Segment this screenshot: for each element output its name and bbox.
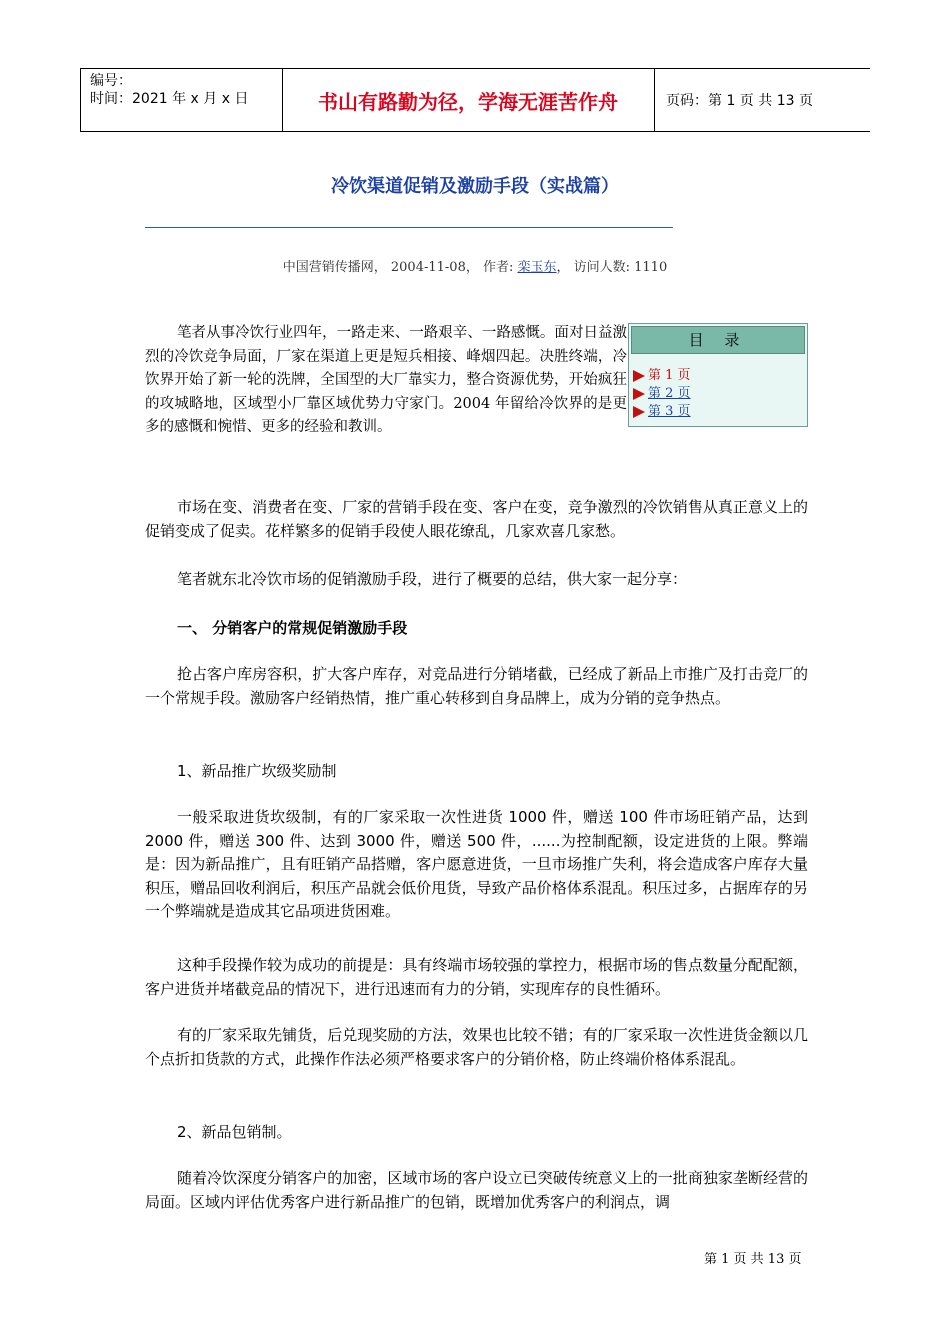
section-heading: 一、 分销客户的常规促销激励手段 bbox=[177, 619, 408, 637]
author-link[interactable]: 栾玉东 bbox=[517, 260, 557, 275]
header-motto: 书山有路勤为径，学海无涯苦作舟 bbox=[318, 89, 618, 114]
toc-current-page: 第 1 页 bbox=[648, 368, 691, 383]
arrow-right-icon bbox=[633, 370, 645, 382]
article-meta bbox=[145, 256, 805, 275]
toc-title: 目 录 bbox=[631, 326, 805, 354]
article-title: 冷饮渠道促销及激励手段（实战篇） bbox=[331, 176, 619, 197]
header-divider bbox=[80, 69, 81, 131]
paragraph: 抢占客户库房容积，扩大客户库存，对竞品进行分销堵截，已经成了新品上市推广及打击竞厂的一个常规手段。激励客户经销热情，推广重心转移到自身品牌上，成为分销的竞争热点。 bbox=[145, 665, 808, 707]
header-date: 时间：2021 年 x 月 x 日 bbox=[90, 91, 249, 107]
toc-item-page-1 bbox=[633, 364, 691, 383]
toc-link-page-2[interactable]: 第 2 页 bbox=[648, 386, 691, 401]
paragraph: 笔者就东北冷饮市场的促销激励手段，进行了概要的总结，供大家一起分享： bbox=[177, 570, 688, 588]
paragraph-intro: 笔者从事冷饮行业四年，一路走来、一路艰辛、一路感慨。面对日益激烈的冷饮竞争局面，厂家在渠道上更是短兵相接、峰烟四起。决胜终端，冷饮界开始了新一轮的洗牌，全国型的大厂靠实力，整合资源优势，开始疯狂的攻城略地，区域型小厂靠区域优势力守家门。2004 年留给冷饮界的是更多的感慨和惋惜、更多的经验和教训。 bbox=[145, 325, 627, 435]
subsection-heading: 1、新品推广坎级奖励制 bbox=[177, 762, 337, 780]
toc-link-page-3[interactable]: 第 3 页 bbox=[648, 404, 691, 419]
title-divider bbox=[145, 227, 673, 228]
paragraph: 市场在变、消费者在变、厂家的营销手段在变、客户在变，竞争激烈的冷饮销售从真正意义上的促销变成了促卖。花样繁多的促销手段使人眼花缭乱，几家欢喜几家愁。 bbox=[145, 498, 808, 540]
toc-item-page-2[interactable] bbox=[633, 382, 691, 401]
paragraph: 这种手段操作较为成功的前提是：具有终端市场较强的掌控力，根据市场的售点数量分配配额，客户进货并堵截竞品的情况下，进行迅速而有力的分销，实现库存的良性循环。 bbox=[145, 956, 808, 998]
paragraph: 一般采取进货坎级制，有的厂家采取一次性进货 1000 件，赠送 100 件市场旺销产品，达到 2000 件，赠送 300 件、达到 3000 件，赠送 500 件，......为控制配额，设定进货的上限。弊端是：因为新品推广，且有旺销产品搭赠，客户愿意进货，一旦市场推广失利，将会造成客户库存大量积压，赠品回收利润后，积压产品就会低价甩货，导致产品价格体系混乱。积压过多，占据库存的另一个弊端就是造成其它品项进货困难。 bbox=[145, 808, 808, 920]
meta-suffix: ， 访问人数: 1110 bbox=[556, 260, 668, 275]
table-of-contents bbox=[628, 323, 808, 427]
arrow-right-icon bbox=[633, 388, 645, 400]
header-number: 编号： bbox=[90, 73, 132, 89]
page-header bbox=[80, 68, 870, 132]
header-meta bbox=[90, 72, 248, 108]
meta-prefix: 中国营销传播网， 2004-11-08， 作者: bbox=[282, 260, 518, 275]
page-footer: 第 1 页 共 13 页 bbox=[704, 1252, 802, 1267]
toc-item-page-3[interactable] bbox=[633, 400, 691, 419]
paragraph: 随着冷饮深度分销客户的加密，区域市场的客户设立已突破传统意义上的一批商独家垄断经营的局面。区域内评估优秀客户进行新品推广的包销，既增加优秀客户的利润点，调 bbox=[145, 1169, 808, 1211]
arrow-right-icon bbox=[633, 406, 645, 418]
header-page-info: 页码：第 1 页 共 13 页 bbox=[666, 93, 813, 109]
paragraph: 有的厂家采取先铺货，后兑现奖励的方法，效果也比较不错；有的厂家采取一次性进货金额以几个点折扣货款的方式，此操作作法必须严格要求客户的分销价格，防止终端价格体系混乱。 bbox=[145, 1026, 808, 1068]
header-divider bbox=[654, 69, 655, 131]
subsection-heading: 2、新品包销制。 bbox=[177, 1123, 292, 1141]
